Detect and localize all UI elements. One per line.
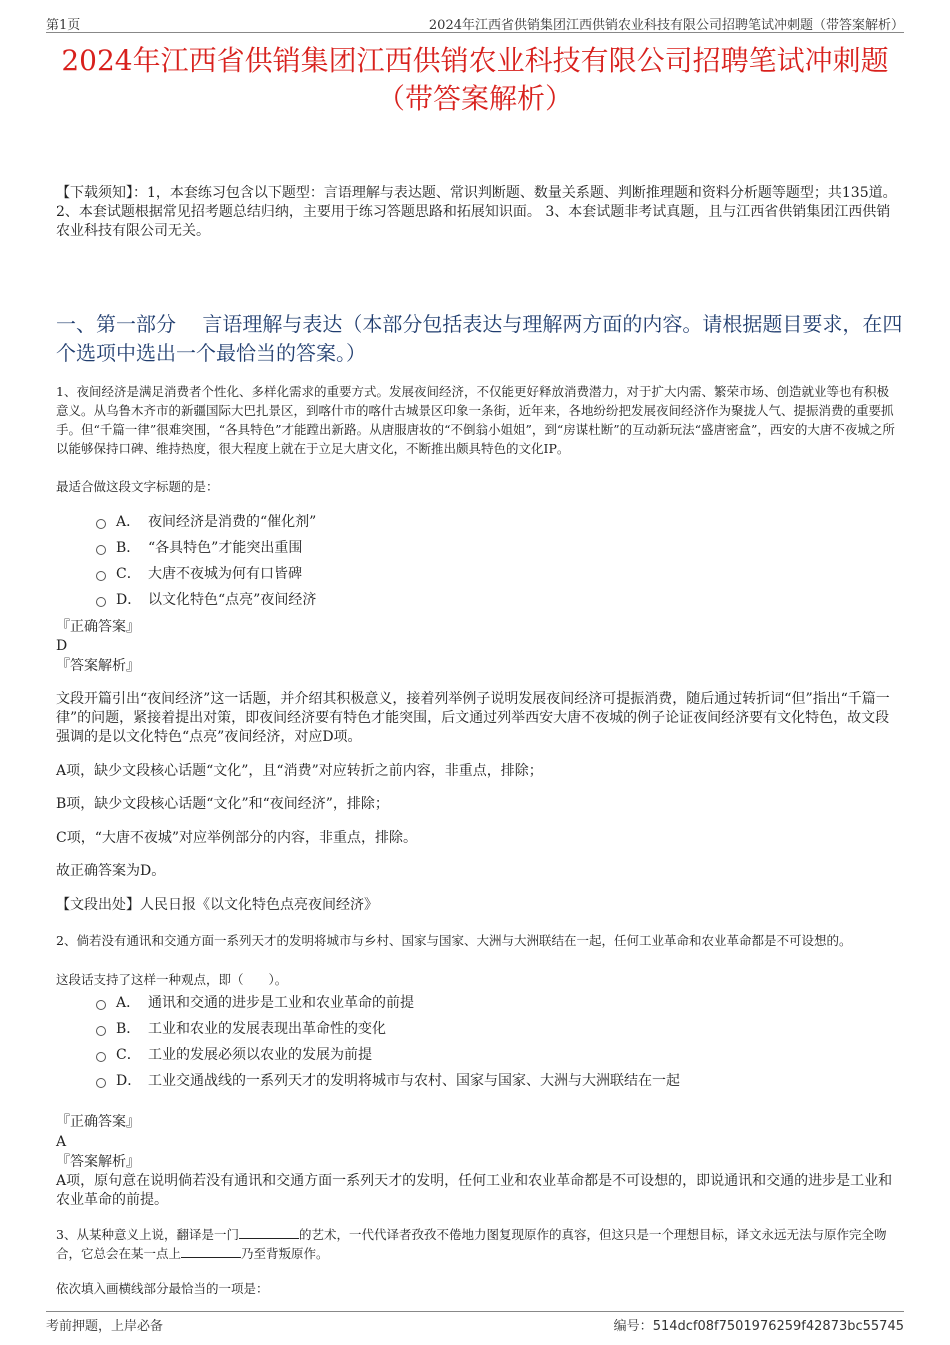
q1-option-c[interactable]: C． 大唐不夜城为何有口皆碑 (96, 564, 302, 584)
q1-analysis: 文段开篇引出“夜间经济”这一话题，并介绍其积极意义，接着列举例子说明发展夜间经济可提振消费，随后通过转折词“但”指出“千篇一律”的问题，紧接着提出对策，即夜间经济要有特色才能突围，后文通过列举西安大唐不夜城的例子论证夜间经济要有文化特色，故文段强调的是以文化特色“点亮”夜间经济，对应D项。 (56, 691, 890, 745)
section-title: 一、第一部分 言语理解与表达（本部分包括表达与理解两方面的内容。请根据题目要求，在四个选项中选出一个最恰当的答案。） (56, 312, 903, 365)
q1-question: 最适合做这段文字标题的是： (56, 479, 219, 494)
page-number: 第1页 (46, 18, 81, 33)
footer-slogan: 考前押题，上岸必备 (46, 1319, 164, 1334)
document-title: 2024年江西省供销集团江西供销农业科技有限公司招聘笔试冲刺题（带答案解析） (61, 44, 889, 115)
q2-stem: 2、倘若没有通讯和交通方面一系列天才的发明将城市与乡村、国家与国家、大洲与大洲联结在一起，任何工业革命和农业革命都是不可设想的。 (56, 933, 852, 948)
q1-conclusion: 故正确答案为D。 (56, 863, 166, 879)
radio-icon[interactable] (96, 571, 106, 581)
q3-stem: 3、从某种意义上说，翻译是一门 的艺术，一代代译者孜孜不倦地力图复现原作的真容，但这只是一个理想目标，译文永远无法与原作完全吻合，它总会在某一点上 乃至背叛原作。 (56, 1227, 887, 1261)
page-header (46, 12, 904, 33)
q1-option-b[interactable]: B． “各具特色”才能突出重围 (96, 538, 302, 558)
q2-option-d[interactable]: D． 工业交通战线的一系列天才的发明将城市与农村、国家与国家、大洲与大洲联结在一起 (96, 1071, 680, 1091)
q1-answer-label: 『正确答案』 (56, 619, 140, 635)
q2-answer: A (56, 1134, 67, 1150)
radio-icon[interactable] (96, 597, 106, 607)
q2-option-b[interactable]: B． 工业和农业的发展表现出革命性的变化 (96, 1019, 386, 1039)
q2-analysis-label: 『答案解析』 (56, 1154, 140, 1170)
q1-option-d[interactable]: D． 以文化特色“点亮”夜间经济 (96, 590, 316, 610)
q1-answer: D (56, 638, 68, 654)
q1-analysis-a: A项，缺少文段核心话题“文化”，且“消费”对应转折之前内容，非重点，排除； (56, 763, 543, 779)
q2-option-a[interactable]: A． 通讯和交通的进步是工业和农业革命的前提 (96, 993, 414, 1013)
download-notice: 【下载须知】：1，本套练习包含以下题型：言语理解与表达题、常识判断题、数量关系题、判断推理题和资料分析题等题型；共135道。 2、本套试题根据常见招考题总结归纳，主要用于练习答题思路和拓展知识面。 3、本套试题非考试真题，且与江西省供销集团江西供销农业科技有限公司无关。 (56, 185, 897, 239)
q2-option-c[interactable]: C． 工业的发展必须以农业的发展为前提 (96, 1045, 372, 1065)
q1-stem: 1、夜间经济是满足消费者个性化、多样化需求的重要方式。发展夜间经济，不仅能更好释放消费潜力，对于扩大内需、繁荣市场、创造就业等也有积极意义。从乌鲁木齐市的新疆国际大巴扎景区，到喀什市的喀什古城景区印象一条街，近年来，各地纷纷把发展夜间经济作为聚拢人气、提振消费的重要抓手。但“千篇一律”很难突围，“各具特色”才能蹚出新路。从唐服唐妆的“不倒翁小姐姐”，到“房谋杜断”的互动新玩法“盛唐密盒”，西安的大唐不夜城之所以能够保持口碑、维持热度，很大程度上就在于立足大唐文化，不断推出颇具特色的文化IP。 (56, 384, 895, 456)
q2-question: 这段话支持了这样一种观点，即（ ）。 (56, 972, 288, 987)
radio-icon[interactable] (96, 1026, 106, 1036)
page-footer (46, 1311, 904, 1336)
radio-icon[interactable] (96, 1000, 106, 1010)
radio-icon[interactable] (96, 519, 106, 529)
q1-analysis-c: C项，“大唐不夜城”对应举例部分的内容，非重点，排除。 (56, 830, 418, 846)
fill-blank-1[interactable] (239, 1226, 299, 1239)
radio-icon[interactable] (96, 545, 106, 555)
q3-question: 依次填入画横线部分最恰当的一项是： (56, 1281, 269, 1296)
radio-icon[interactable] (96, 1078, 106, 1088)
q1-source: 【文段出处】人民日报《以文化特色点亮夜间经济》 (56, 897, 378, 913)
q1-analysis-label: 『答案解析』 (56, 658, 140, 674)
q1-analysis-b: B项，缺少文段核心话题“文化”和“夜间经济”，排除； (56, 796, 389, 812)
q1-option-a[interactable]: A． 夜间经济是消费的“催化剂” (96, 512, 316, 532)
q2-analysis: A项，原句意在说明倘若没有通讯和交通方面一系列天才的发明，任何工业和农业革命都是不可设想的，即说通讯和交通的进步是工业和农业革命的前提。 (56, 1173, 893, 1208)
q2-answer-label: 『正确答案』 (56, 1114, 140, 1130)
radio-icon[interactable] (96, 1052, 106, 1062)
header-doc-title: 2024年江西省供销集团江西供销农业科技有限公司招聘笔试冲刺题（带答案解析） (428, 18, 904, 33)
footer-code: 编号：514dcf08f7501976259f42873bc55745 (613, 1319, 904, 1334)
fill-blank-2[interactable] (181, 1245, 241, 1258)
